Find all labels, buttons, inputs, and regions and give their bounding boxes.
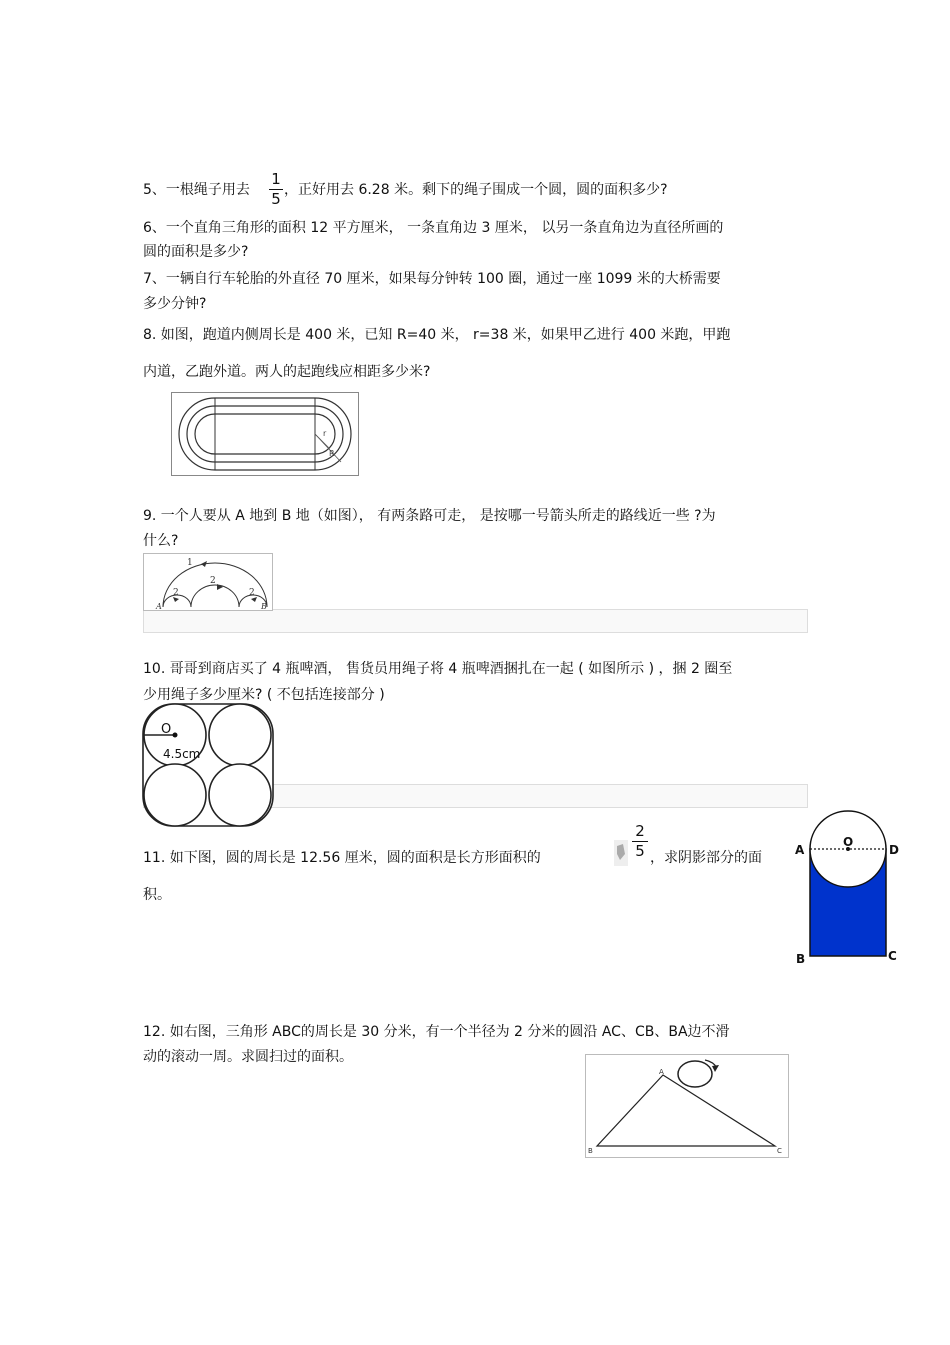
q9-separator	[143, 609, 808, 633]
q9-line2: 什么?	[143, 533, 179, 549]
q9-arc-figure	[143, 553, 273, 611]
q12-line1: 12. 如右图，三角形 ABC的周长是 30 分米，有一个半径为 2 分米的圆沿 AC、CB、BA边不滑	[143, 1024, 730, 1040]
q9-fig-2b: 2	[173, 588, 179, 598]
q7-line1: 7、一辆自行车轮胎的外直径 70 厘米，如果每分钟转 100 圈，通过一座 1099 米的大桥需要	[143, 271, 721, 287]
q8-line2: 内道，乙跑外道。两人的起跑线应相距多少米?	[143, 364, 431, 380]
q8-line1: 8. 如图，跑道内侧周长是 400 米，已知 R=40 米， r=38 米，如果甲乙进行 400 米跑，甲跑	[143, 327, 731, 343]
q11-fig-A: A	[795, 843, 805, 857]
q5-frac-num: 1	[271, 170, 281, 188]
q11-frac-num: 2	[635, 822, 645, 840]
q9-fig-2a: 2	[210, 576, 216, 586]
q6-line2: 圆的面积是多少?	[143, 244, 249, 260]
q11-fig-O: O	[843, 835, 854, 849]
q8-fig-R: R	[329, 449, 335, 458]
q6-line1: 6、一个直角三角形的面积 12 平方厘米， 一条直角边 3 厘米， 以另一条直角边为直径所画的	[143, 220, 724, 236]
q5-suffix: ，正好用去 6.28 米。剩下的绳子围成一个圆，圆的面积多少?	[284, 182, 668, 198]
q10-fig-O: O	[161, 722, 172, 737]
q10-bottles-figure	[141, 702, 275, 828]
q11-fig-D: D	[889, 843, 899, 857]
q9-fig-B: B	[261, 602, 267, 611]
q9-fig-A: A	[156, 602, 162, 611]
q11-line1	[143, 849, 541, 867]
q11-circle-rect-figure	[790, 810, 906, 970]
q10-fig-radius: 4.5cm	[163, 747, 201, 761]
q12-fig-B: B	[588, 1147, 593, 1155]
q9-fig-1: 1	[187, 558, 193, 568]
q5-fraction	[269, 171, 283, 208]
q11-broken-image-icon	[614, 840, 628, 866]
q12-line2: 动的滚动一周。求圆扫过的面积。	[143, 1049, 353, 1065]
q11-prefix: 11. 如下图，圆的周长是 12.56 厘米，圆的面积是长方形面积的	[143, 850, 541, 866]
q5-prefix: 5、一根绳子用去	[143, 182, 250, 198]
q12-fig-C: C	[777, 1147, 782, 1155]
q8-fig-r: r	[323, 429, 327, 438]
q10-line1: 10. 哥哥到商店买了 4 瓶啤酒， 售货员用绳子将 4 瓶啤酒捆扎在一起 ( 如图所示 ) ，捆 2 圈至	[143, 661, 733, 677]
q11-frac-den: 5	[635, 842, 645, 860]
q11-fraction	[632, 823, 648, 860]
q5-frac-den: 5	[271, 190, 281, 208]
q11-fig-C: C	[888, 949, 897, 963]
q10-line2: 少用绳子多少厘米? ( 不包括连接部分 )	[143, 687, 385, 703]
q11-suffix: ，求阴影部分的面	[650, 850, 762, 866]
q12-triangle-figure	[585, 1054, 789, 1158]
q7-line2: 多少分钟?	[143, 296, 207, 312]
q8-track-figure	[171, 392, 359, 476]
q11-fig-B: B	[796, 952, 806, 966]
q9-line1: 9. 一个人要从 A 地到 B 地（如图）， 有两条路可走， 是按哪一号箭头所走的路线近一些 ?为	[143, 508, 716, 524]
q9-fig-2c: 2	[249, 588, 255, 598]
q12-fig-A: A	[659, 1068, 664, 1076]
q11-line2: 积。	[143, 887, 171, 903]
q5-line	[143, 181, 250, 199]
